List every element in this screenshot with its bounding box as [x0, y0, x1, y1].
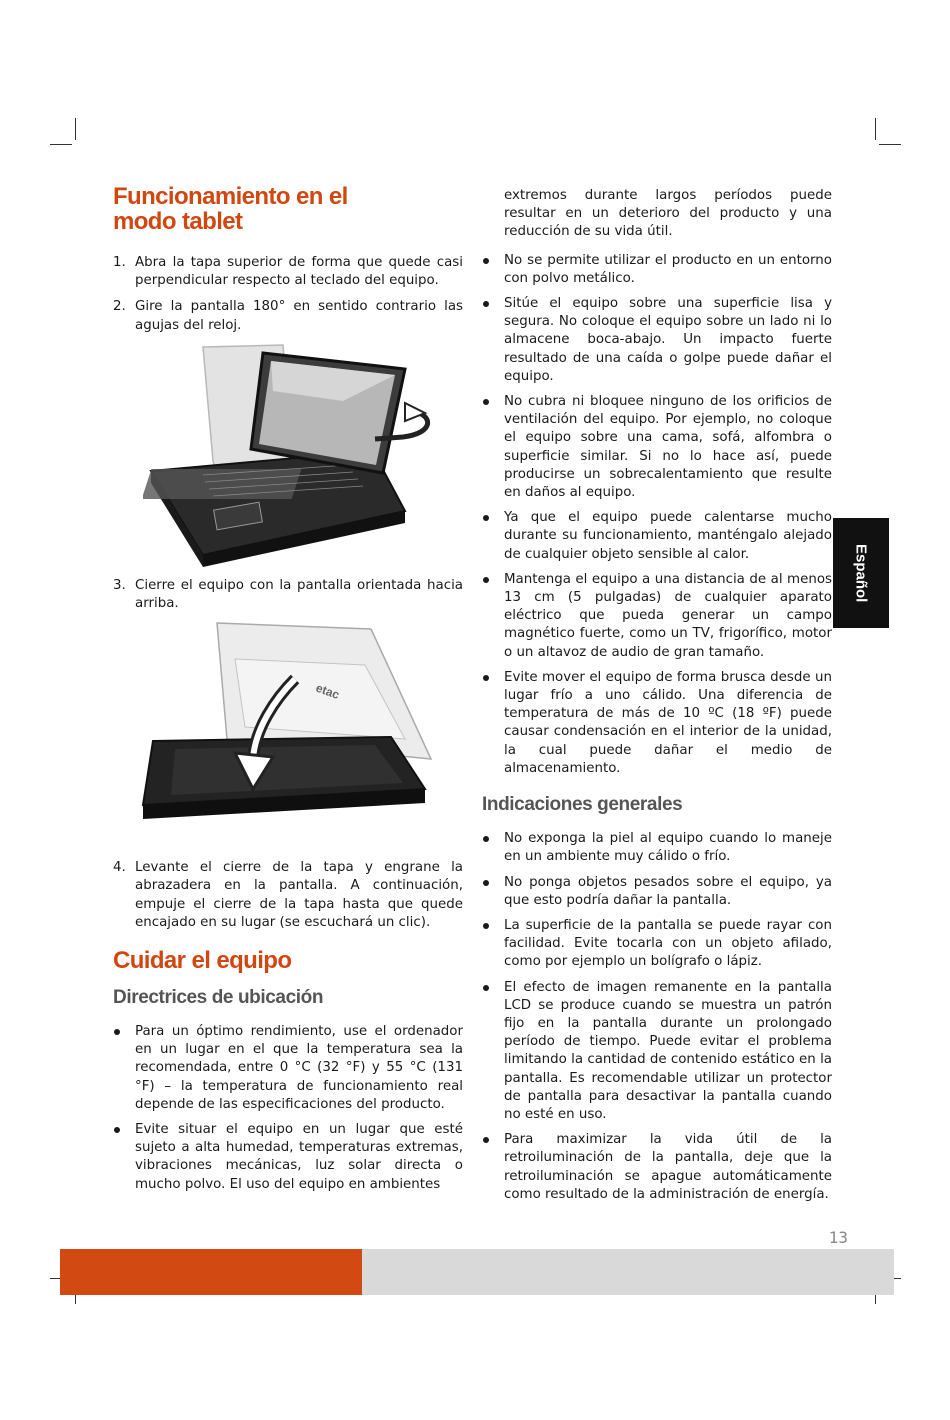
steps-list — [113, 254, 463, 335]
section-title-tablet-mode: Funcionamiento en el modo tablet — [113, 183, 348, 235]
placement-list — [113, 1023, 463, 1194]
step-number: 3. — [113, 577, 126, 593]
step-text: Cierre el equipo con la pantalla orientada hacia arriba. — [135, 577, 463, 612]
list-item: No exponga la piel al equipo cuando lo maneje en un ambiente muy cálido o frío. — [482, 830, 832, 866]
list-item: No cubra ni bloquee ninguno de los orificios de ventilación del equipo. Por ejemplo, no coloque el equipo sobre una cama, sofá, alfombra o superficie similar. Si no lo hace así, puede producirse un sobrecalentamiento que resulte en daños al equipo. — [482, 393, 832, 502]
list-item: Ya que el equipo puede calentarse mucho durante su funcionamiento, manténgalo alejado de cualquier objeto sensible al calor. — [482, 509, 832, 564]
crop-mark — [879, 144, 901, 145]
right-column — [482, 187, 832, 1211]
step-item — [113, 298, 463, 334]
crop-mark — [50, 144, 72, 145]
footer-bar-accent — [60, 1249, 362, 1295]
list-item: Evite mover el equipo de forma brusca desde un lugar frío a uno cálido. Una diferencia de temperatura de más de 10 ºC (18 ºF) puede causar condensación en el interior de la unidad, la cual puede dañar el medio de almacenamiento. — [482, 669, 832, 778]
steps-list-final — [113, 859, 463, 932]
list-item: No se permite utilizar el producto en un entorno con polvo metálico. — [482, 252, 832, 288]
language-tab — [833, 518, 889, 628]
list-item: No ponga objetos pesados sobre el equipo, ya que esto podría dañar la pantalla. — [482, 874, 832, 910]
list-item: Mantenga el equipo a una distancia de al menos 13 cm (5 pulgadas) de cualquier aparato eléctrico que pueda generar un campo magnético fuerte, como un TV, frigorífico, motor o un altavoz de audio de gran tamaño. — [482, 571, 832, 662]
list-item: La superficie de la pantalla se puede rayar con facilidad. Evite tocarla con un objeto afilado, como por ejemplo un bolígrafo o lápiz. — [482, 917, 832, 972]
brand-logo: etac — [313, 680, 342, 703]
step-text: Abra la tapa superior de forma que quede casi perpendicular respecto al teclado del equipo. — [135, 255, 463, 289]
section-title-care: Cuidar el equipo — [113, 947, 292, 975]
step-text: Gire la pantalla 180° en sentido contrario las agujas del reloj. — [135, 299, 463, 333]
crop-mark — [75, 118, 76, 140]
subsection-title-general: Indicaciones generales — [482, 794, 683, 816]
crop-mark — [875, 118, 876, 140]
step-item — [113, 577, 463, 613]
laptop-rotate-figure — [143, 341, 443, 569]
list-item: Sitúe el equipo sobre una superficie lisa y segura. No coloque el equipo sobre un lado ni lo almacene boca-abajo. Un impacto fuerte resultado de una caída o golpe puede dañar el equipo. — [482, 295, 832, 386]
subsection-title-placement: Directrices de ubicación — [113, 987, 324, 1009]
step-text: Levante el cierre de la tapa y engrane la abrazadera en la pantalla. A continuación, empuje el cierre de la tapa hasta que quede encajado en su lugar (se escuchará un clic). — [135, 860, 463, 930]
footer-bar-gray — [362, 1249, 894, 1295]
steps-list-continued — [113, 577, 463, 613]
step-number: 1. — [113, 255, 126, 270]
step-item — [113, 859, 463, 932]
left-column — [113, 184, 463, 1201]
list-item: Evite situar el equipo en un lugar que esté sujeto a alta humedad, temperaturas extremas, vibraciones mecánicas, luz solar directa o mucho polvo. El uso del equipo en ambientes — [113, 1121, 463, 1194]
laptop-close-figure — [135, 619, 435, 847]
placement-list-continued — [482, 252, 832, 778]
page-number: 13 — [828, 1228, 848, 1247]
list-item: El efecto de imagen remanente en la pantalla LCD se produce cuando se muestra un patrón fijo en la pantalla durante un prolongado período de tiempo. Puede evitar el problema limitando la cantidad de contenido estático en la pantalla. Es recomendable utilizar un protector de pantalla para desactivar la pantalla cuando no esté en uso. — [482, 979, 832, 1125]
continuation-text: extremos durante largos períodos puede resultar en un deterioro del producto y una reducción de su vida útil. — [504, 188, 832, 240]
step-number: 4. — [113, 860, 126, 876]
language-tab-label: Español — [852, 543, 870, 603]
list-item: Para un óptimo rendimiento, use el ordenador en un lugar en el que la temperatura sea la recomendada, entre 0 °C (32 °F) y 55 °C (131 °F) – la temperatura de funcionamiento real depende de las especificaciones del producto. — [113, 1023, 463, 1114]
step-number: 2. — [113, 299, 126, 315]
step-item — [113, 254, 463, 290]
general-list — [482, 830, 832, 1204]
list-item: Para maximizar la vida útil de la retroiluminación de la pantalla, deje que la retroiluminación se apague automáticamente como resultado de la administración de energía. — [482, 1131, 832, 1204]
